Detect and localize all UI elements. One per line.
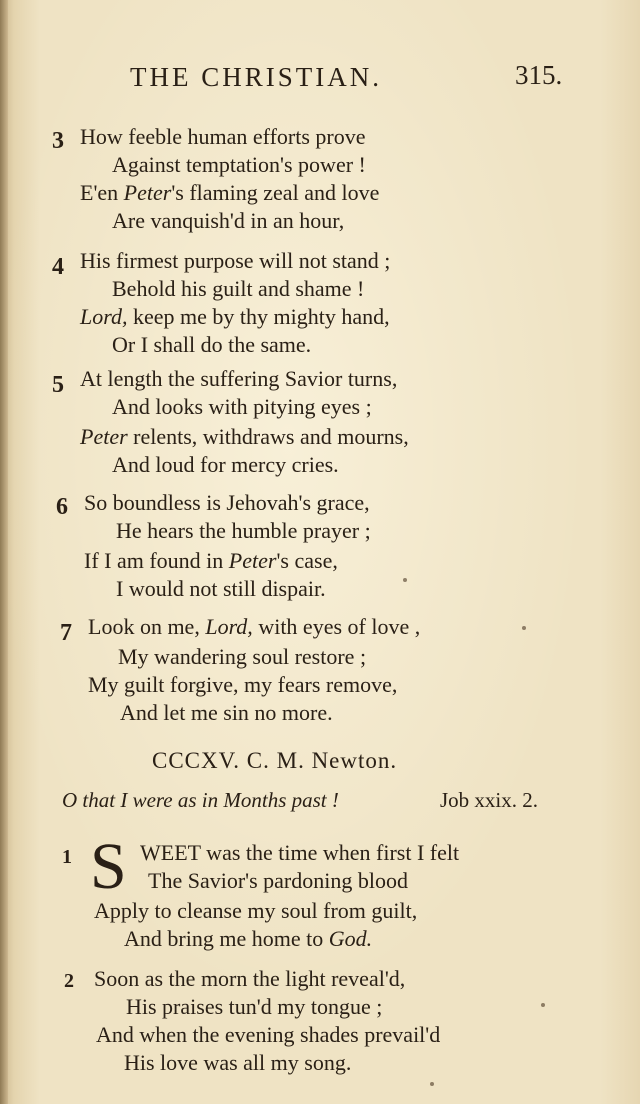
verse-text: relents, withdraws and mourns, [127, 424, 409, 449]
verse-text: Look on me, [88, 614, 206, 639]
scripture-reference: Job xxix. 2. [440, 788, 539, 812]
verse-line: Or I shall do the same. [112, 332, 312, 357]
running-head: THE CHRISTIAN. [130, 62, 382, 92]
verse-text: E'en [80, 180, 124, 205]
verse-number: 4 [52, 254, 64, 280]
verse-line: And let me sin no more. [120, 700, 333, 725]
verse-line [88, 616, 420, 638]
verse-line [80, 182, 379, 204]
hymn-heading: CCCXV. C. M. Newton. [152, 748, 398, 773]
ink-speck [430, 1082, 434, 1086]
italic-name: Peter [123, 180, 172, 205]
verse-line [124, 928, 372, 950]
italic-name: Peter [228, 548, 277, 573]
verse-line [80, 306, 390, 328]
verse-line: He hears the humble prayer ; [116, 518, 371, 543]
page-number: 315. [515, 60, 563, 90]
verse-line: The Savior's pardoning blood [148, 868, 408, 893]
verse-line [84, 550, 338, 572]
verse-line: Behold his guilt and shame ! [112, 276, 365, 301]
verse-line: His love was all my song. [124, 1050, 352, 1075]
verse-line: Against temptation's power ! [112, 152, 366, 177]
verse-text: If I am found in [84, 548, 229, 573]
verse-line: How feeble human efforts prove [80, 124, 366, 149]
verse-line: My guilt forgive, my fears remove, [88, 672, 398, 697]
verse-text: And bring me home to [124, 926, 329, 951]
verse-line: Are vanquish'd in an hour, [112, 208, 345, 233]
verse-line: At length the suffering Savior turns, [80, 366, 398, 391]
italic-name: Lord, [80, 304, 128, 329]
drop-cap: S [90, 830, 127, 903]
verse-line: Soon as the morn the light reveal'd, [94, 966, 406, 991]
hymn-epigraph: O that I were as in Months past ! [62, 788, 339, 812]
verse-number: 2 [64, 970, 74, 992]
italic-name: Lord, [205, 614, 253, 639]
verse-number: 5 [52, 372, 64, 398]
verse-line: And looks with pitying eyes ; [112, 394, 372, 419]
verse-number: 7 [60, 620, 72, 646]
verse-line: And loud for mercy cries. [112, 452, 339, 477]
verse-line [80, 426, 409, 448]
verse-line: My wandering soul restore ; [118, 644, 367, 669]
verse-line: His praises tun'd my tongue ; [126, 994, 383, 1019]
verse-line: And when the evening shades prevail'd [96, 1022, 441, 1047]
verse-text: keep me by thy mighty hand, [127, 304, 390, 329]
ink-speck [403, 578, 407, 582]
page-gutter [0, 0, 8, 1104]
verse-number: 3 [52, 128, 64, 154]
italic-name: God. [328, 926, 373, 951]
verse-line: So boundless is Jehovah's grace, [84, 490, 370, 515]
verse-text: 's flaming zeal and love [171, 180, 380, 205]
verse-text: 's case, [276, 548, 338, 573]
ink-speck [522, 626, 526, 630]
verse-text: with eyes of love , [252, 614, 421, 639]
verse-number: 6 [56, 494, 68, 520]
verse-line: I would not still dispair. [116, 576, 326, 601]
ink-speck [541, 1003, 545, 1007]
verse-line: His firmest purpose will not stand ; [80, 248, 391, 273]
italic-name: Peter [80, 424, 128, 449]
verse-number: 1 [62, 846, 72, 868]
verse-line: WEET was the time when first I felt [140, 840, 460, 865]
verse-line: Apply to cleanse my soul from guilt, [94, 898, 418, 923]
